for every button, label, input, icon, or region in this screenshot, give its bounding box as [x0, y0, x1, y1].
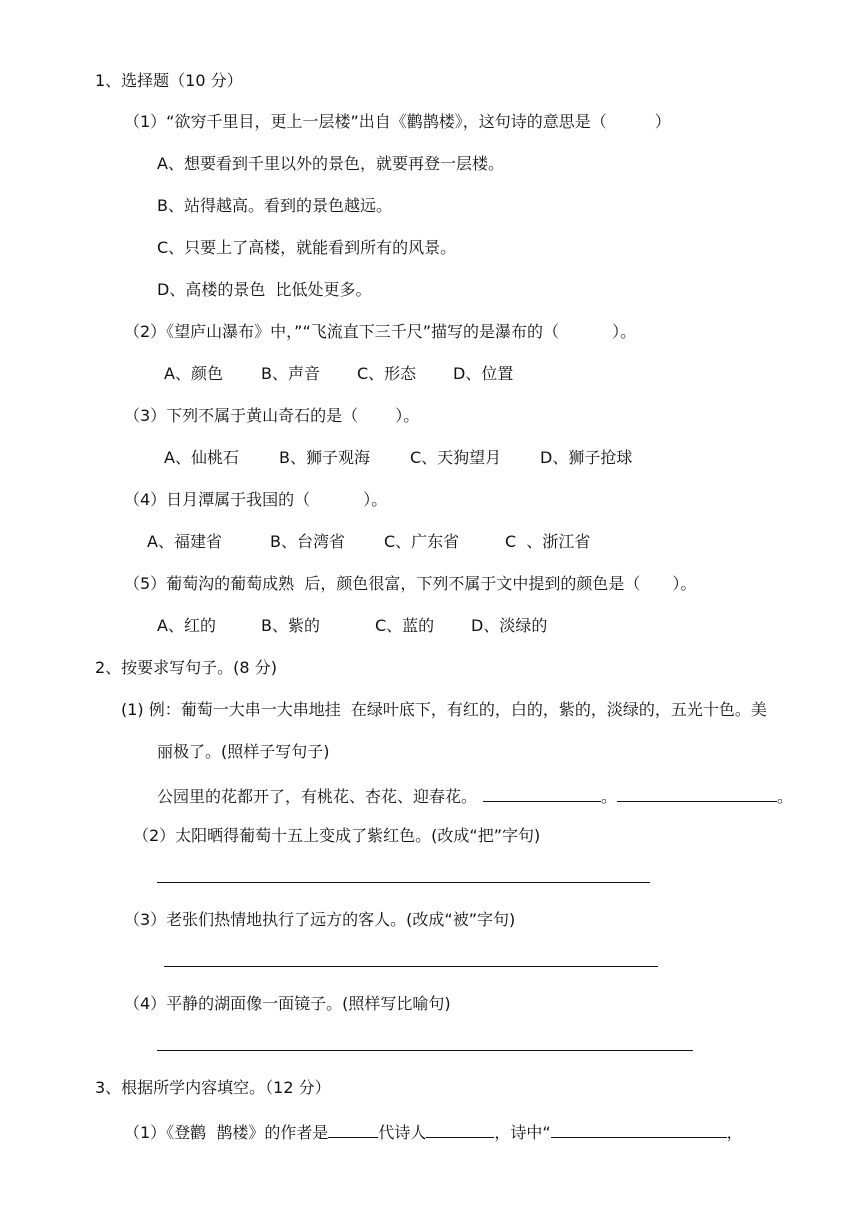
- q1-1-stem: （1）“欲穷千里目，更上一层楼”出自《鹳鹊楼》，这句诗的意思是（ ）: [124, 112, 671, 131]
- q1-1-option-c: C、只要上了高楼，就能看到所有的风景。: [157, 238, 457, 257]
- q2-1-sep-2: 。: [777, 787, 794, 806]
- q1-3-option-b: B、狮子观海: [279, 448, 370, 467]
- q2-3-answer-line[interactable]: [164, 966, 658, 967]
- q2-3-stem: （3）老张们热情地执行了远方的客人。(改成“被”字句): [124, 910, 516, 929]
- q3-1-blank-verse[interactable]: [551, 1120, 727, 1138]
- q1-5-option-c: C、蓝的: [375, 616, 435, 635]
- q3-title: 3、根据所学内容填空。（12 分）: [95, 1078, 331, 1097]
- q3-1-part-1: （1）《登鹳 鹊楼》的作者是: [124, 1123, 329, 1142]
- q1-title: 1、选择题（10 分）: [95, 71, 243, 90]
- q1-3-option-a: A、仙桃石: [164, 448, 239, 467]
- q1-4-option-b: B、台湾省: [270, 532, 345, 551]
- q1-2-option-c: C、形态: [357, 364, 417, 383]
- q2-2-answer-line[interactable]: [157, 882, 650, 883]
- q1-1-option-b: B、站得越高。看到的景色越远。: [157, 196, 392, 215]
- q2-1-example-line2: 丽极了。(照样子写句子): [157, 742, 330, 761]
- q3-1-blank-dynasty[interactable]: [328, 1120, 378, 1138]
- q2-1-example-line1: (1) 例：葡萄一大串一大串地挂 在绿叶底下，有红的，白的，紫的，淡绿的，五光十色。美: [121, 700, 767, 719]
- q1-2-option-b: B、声音: [261, 364, 320, 383]
- q1-2-option-d: D、位置: [453, 364, 514, 383]
- q1-4-option-d: C 、浙江省: [505, 532, 591, 551]
- q2-1-sep-1: 。: [601, 787, 618, 806]
- q1-3-option-d: D、狮子抢球: [540, 448, 633, 467]
- q1-5-stem: （5）葡萄沟的葡萄成熟 后，颜色很富，下列不属于文中提到的颜色是（ ）。: [124, 574, 697, 593]
- q1-2-option-a: A、颜色: [164, 364, 223, 383]
- q1-2-stem: （2）《望庐山瀑布》中，”“飞流直下三千尺”描写的是瀑布的（ ）。: [124, 322, 637, 341]
- q1-5-option-d: D、淡绿的: [471, 616, 548, 635]
- q1-1-option-a: A、想要看到千里以外的景色，就要再登一层楼。: [157, 154, 504, 173]
- q3-1-blank-poet[interactable]: [426, 1120, 494, 1138]
- q1-5-option-b: B、紫的: [261, 616, 320, 635]
- q2-1-blank-1[interactable]: [483, 784, 601, 802]
- q2-1-blank-2[interactable]: [617, 784, 777, 802]
- q1-4-stem: （4）日月潭属于我国的（ ）。: [124, 490, 388, 509]
- q2-1-answer-line: [157, 784, 793, 807]
- q3-1-part-4: ，: [726, 1123, 743, 1142]
- q3-1-line: [124, 1120, 743, 1143]
- q1-5-option-a: A、红的: [157, 616, 216, 635]
- q1-4-option-a: A、福建省: [147, 532, 222, 551]
- q1-1-option-d: D、高楼的景色 比低处更多。: [157, 280, 372, 299]
- q1-4-option-c: C、广东省: [384, 532, 460, 551]
- q2-4-answer-line[interactable]: [157, 1050, 693, 1051]
- q1-3-option-c: C、天狗望月: [410, 448, 502, 467]
- q3-1-part-3: ，诗中“: [494, 1123, 551, 1142]
- q2-1-prompt: 公园里的花都开了，有桃花、杏花、迎春花。: [157, 787, 478, 806]
- q1-3-stem: （3）下列不属于黄山奇石的是（ ）。: [124, 406, 420, 425]
- q2-4-stem: （4）平静的湖面像一面镜子。(照样写比喻句): [124, 994, 451, 1013]
- q2-2-stem: （2）太阳晒得葡萄十五上变成了紫红色。(改成“把”字句): [133, 826, 541, 845]
- q2-title: 2、按要求写句子。(8 分): [95, 658, 277, 677]
- q3-1-part-2: 代诗人: [378, 1123, 427, 1142]
